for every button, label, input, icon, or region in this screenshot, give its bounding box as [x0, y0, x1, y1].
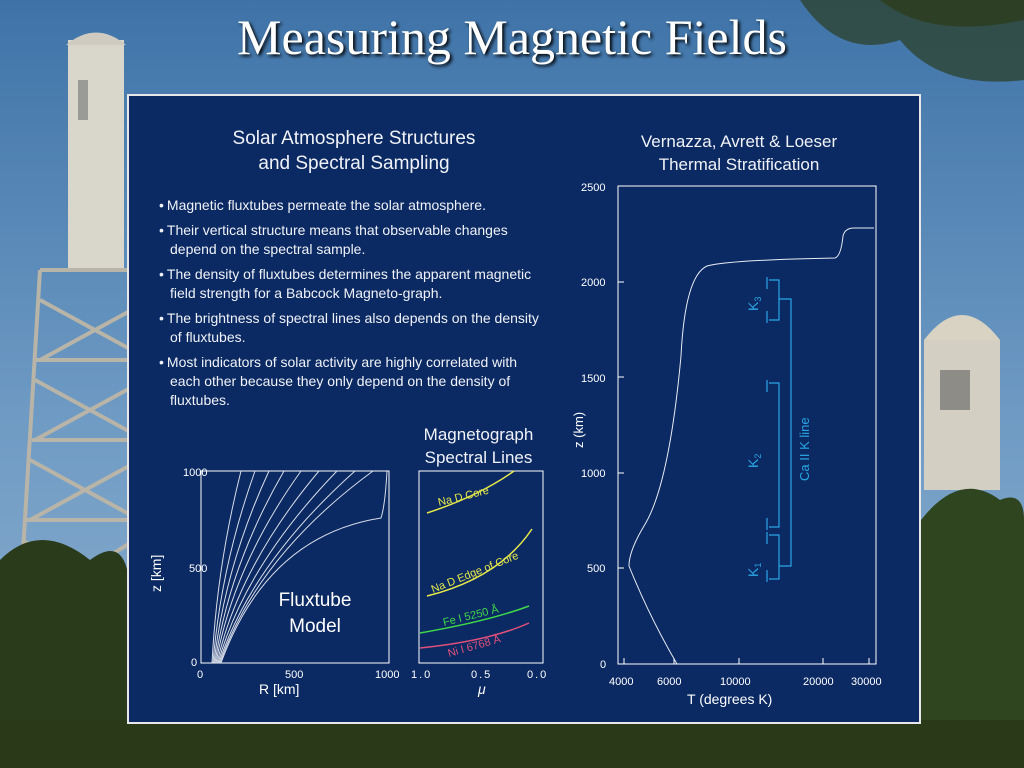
val-xtick: 30000	[851, 676, 882, 688]
fluxtube-label-line1: Fluxtube	[278, 590, 352, 611]
bullet-item: • Their vertical structure means that observable changes depend on the spectral sample.	[159, 221, 551, 259]
band-k2: $K_2$	[745, 453, 763, 468]
content-panel	[127, 94, 921, 724]
magnetograph-title-line2: Spectral Lines	[424, 448, 533, 467]
band-k3: $K_3$	[745, 296, 763, 311]
fluxtube-ytick: 0	[191, 657, 198, 669]
bullet-item: • Magnetic fluxtubes permeate the solar atmosphere.	[159, 196, 551, 215]
label-ni-6768: Ni I 6768 Å	[446, 633, 503, 660]
magnetograph-plot	[411, 471, 548, 697]
val-frame	[618, 186, 876, 664]
val-ytick: 2000	[581, 277, 606, 289]
label-fe-5250: Fe I 5250 Å	[441, 603, 500, 629]
tower-right	[924, 315, 1000, 490]
fluxtube-label-line2: Model	[289, 616, 341, 637]
left-heading-line1: Solar Atmosphere Structures	[232, 128, 476, 149]
fluxtube-ytick: 1000	[183, 467, 208, 479]
val-ytick: 2500	[581, 182, 606, 194]
label-na-d-edge: Na D Edge of Core	[429, 549, 521, 596]
label-na-d-core: Na D Core	[436, 484, 491, 509]
magnetograph-xtick: 0.0	[527, 669, 549, 681]
ca-k-line-label: Ca II K line	[797, 417, 812, 481]
figures-svg	[129, 96, 919, 722]
val-temperature-curve	[629, 228, 874, 664]
val-ytick: 500	[587, 563, 606, 575]
magnetograph-xtick: 0.5	[471, 669, 493, 681]
val-xtick: 6000	[657, 676, 682, 688]
val-plot	[571, 182, 882, 707]
val-ytick: 1000	[581, 468, 606, 480]
val-ytick: 0	[600, 659, 607, 671]
fluxtube-xtick: 1000	[375, 669, 400, 681]
magnetograph-title-line1: Magnetograph	[423, 425, 534, 444]
magnetograph-xtick: 1.0	[411, 669, 433, 681]
ca-k-brackets	[767, 277, 791, 582]
bullet-item: • The brightness of spectral lines also depends on the density of fluxtubes.	[159, 309, 551, 347]
fluxtube-xlabel: R [km]	[259, 681, 300, 697]
fluxtube-ylabel: z [km]	[148, 554, 164, 592]
slide-title: Measuring Magnetic Fields	[237, 9, 787, 65]
val-xtick: 4000	[609, 676, 634, 688]
val-title-line1: Vernazza, Avrett & Loeser	[640, 132, 838, 151]
left-heading-line2: and Spectral Sampling	[258, 153, 450, 174]
val-ytick: 1500	[581, 373, 606, 385]
fluxtube-ytick: 500	[189, 563, 208, 575]
fluxtube-plot	[148, 467, 399, 697]
fluxtube-xtick: 500	[285, 669, 304, 681]
bullet-item: • Most indicators of solar activity are highly correlated with each other because they only depend on the density of fluxtubes.	[159, 353, 551, 410]
band-k1: $K_1$	[745, 562, 763, 577]
val-xtick: 10000	[720, 676, 751, 688]
val-ylabel: z (km)	[571, 411, 586, 448]
val-xlabel: T (degrees K)	[687, 691, 773, 707]
magnetograph-xlabel: μ	[478, 681, 486, 697]
val-title-line2: Thermal Stratification	[658, 155, 820, 174]
fluxtube-xtick: 0	[197, 669, 204, 681]
bullet-item: • The density of fluxtubes determines the apparent magnetic field strength for a Babcock Magneto-graph.	[159, 265, 551, 303]
val-xtick: 20000	[803, 676, 834, 688]
